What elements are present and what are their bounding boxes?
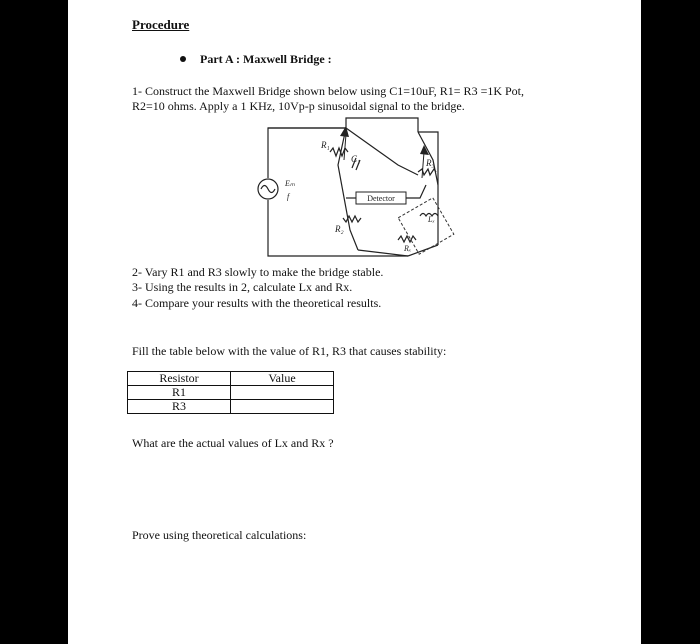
header-resistor: Resistor xyxy=(128,372,231,386)
part-a-heading: Part A : Maxwell Bridge : xyxy=(200,52,332,66)
r3-resistor xyxy=(418,169,436,175)
detector-label: Detector xyxy=(367,194,395,203)
source-label: Eₘ xyxy=(285,179,295,188)
table-row xyxy=(128,386,334,400)
resistor-value-table xyxy=(127,371,334,414)
row-r3-name: R3 xyxy=(128,400,231,414)
table-header-row xyxy=(128,372,334,386)
r1-label: R₁ xyxy=(321,140,330,150)
table-intro: Fill the table below with the value of R1, R3 that causes stability: xyxy=(132,344,447,358)
arm-lower-left xyxy=(358,250,408,256)
lx-label: Lₓ xyxy=(428,215,435,224)
header-value: Value xyxy=(231,372,334,386)
step-2: 2- Vary R1 and R3 slowly to make the bridge stable. xyxy=(132,265,384,279)
prove-instruction: Prove using theoretical calculations: xyxy=(132,528,307,542)
r3-label: R₃ xyxy=(426,158,435,168)
right-wire xyxy=(418,132,438,245)
row-r1-value[interactable] xyxy=(231,386,334,400)
document-page xyxy=(68,0,641,644)
r2-label: R₂ xyxy=(335,224,344,234)
actual-values-question: What are the actual values of Lx and Rx ? xyxy=(132,436,334,450)
step-4: 4- Compare your results with the theoretical results. xyxy=(132,296,382,310)
step-1-line-2: R2=10 ohms. Apply a 1 KHz, 10Vp-p sinusoidal signal to the bridge. xyxy=(132,99,465,113)
table-row xyxy=(128,400,334,414)
step-1-line-1: 1- Construct the Maxwell Bridge shown below using C1=10uF, R1= R3 =1K Pot, xyxy=(132,84,525,98)
step-3: 3- Using the results in 2, calculate Lx and Rx. xyxy=(132,280,353,294)
top-wire xyxy=(346,118,418,132)
rx-label: Rₓ xyxy=(404,244,412,253)
maxwell-bridge-circuit xyxy=(68,0,641,270)
frequency-label: f xyxy=(287,192,290,201)
rx-resistor xyxy=(398,236,416,242)
arm-lower-right xyxy=(408,245,438,256)
detector-right-wire xyxy=(406,185,426,198)
row-r1-name: R1 xyxy=(128,386,231,400)
row-r3-value[interactable] xyxy=(231,400,334,414)
c1-label: C₁ xyxy=(351,154,361,164)
procedure-title: Procedure xyxy=(132,17,190,32)
r2-resistor xyxy=(343,216,361,222)
